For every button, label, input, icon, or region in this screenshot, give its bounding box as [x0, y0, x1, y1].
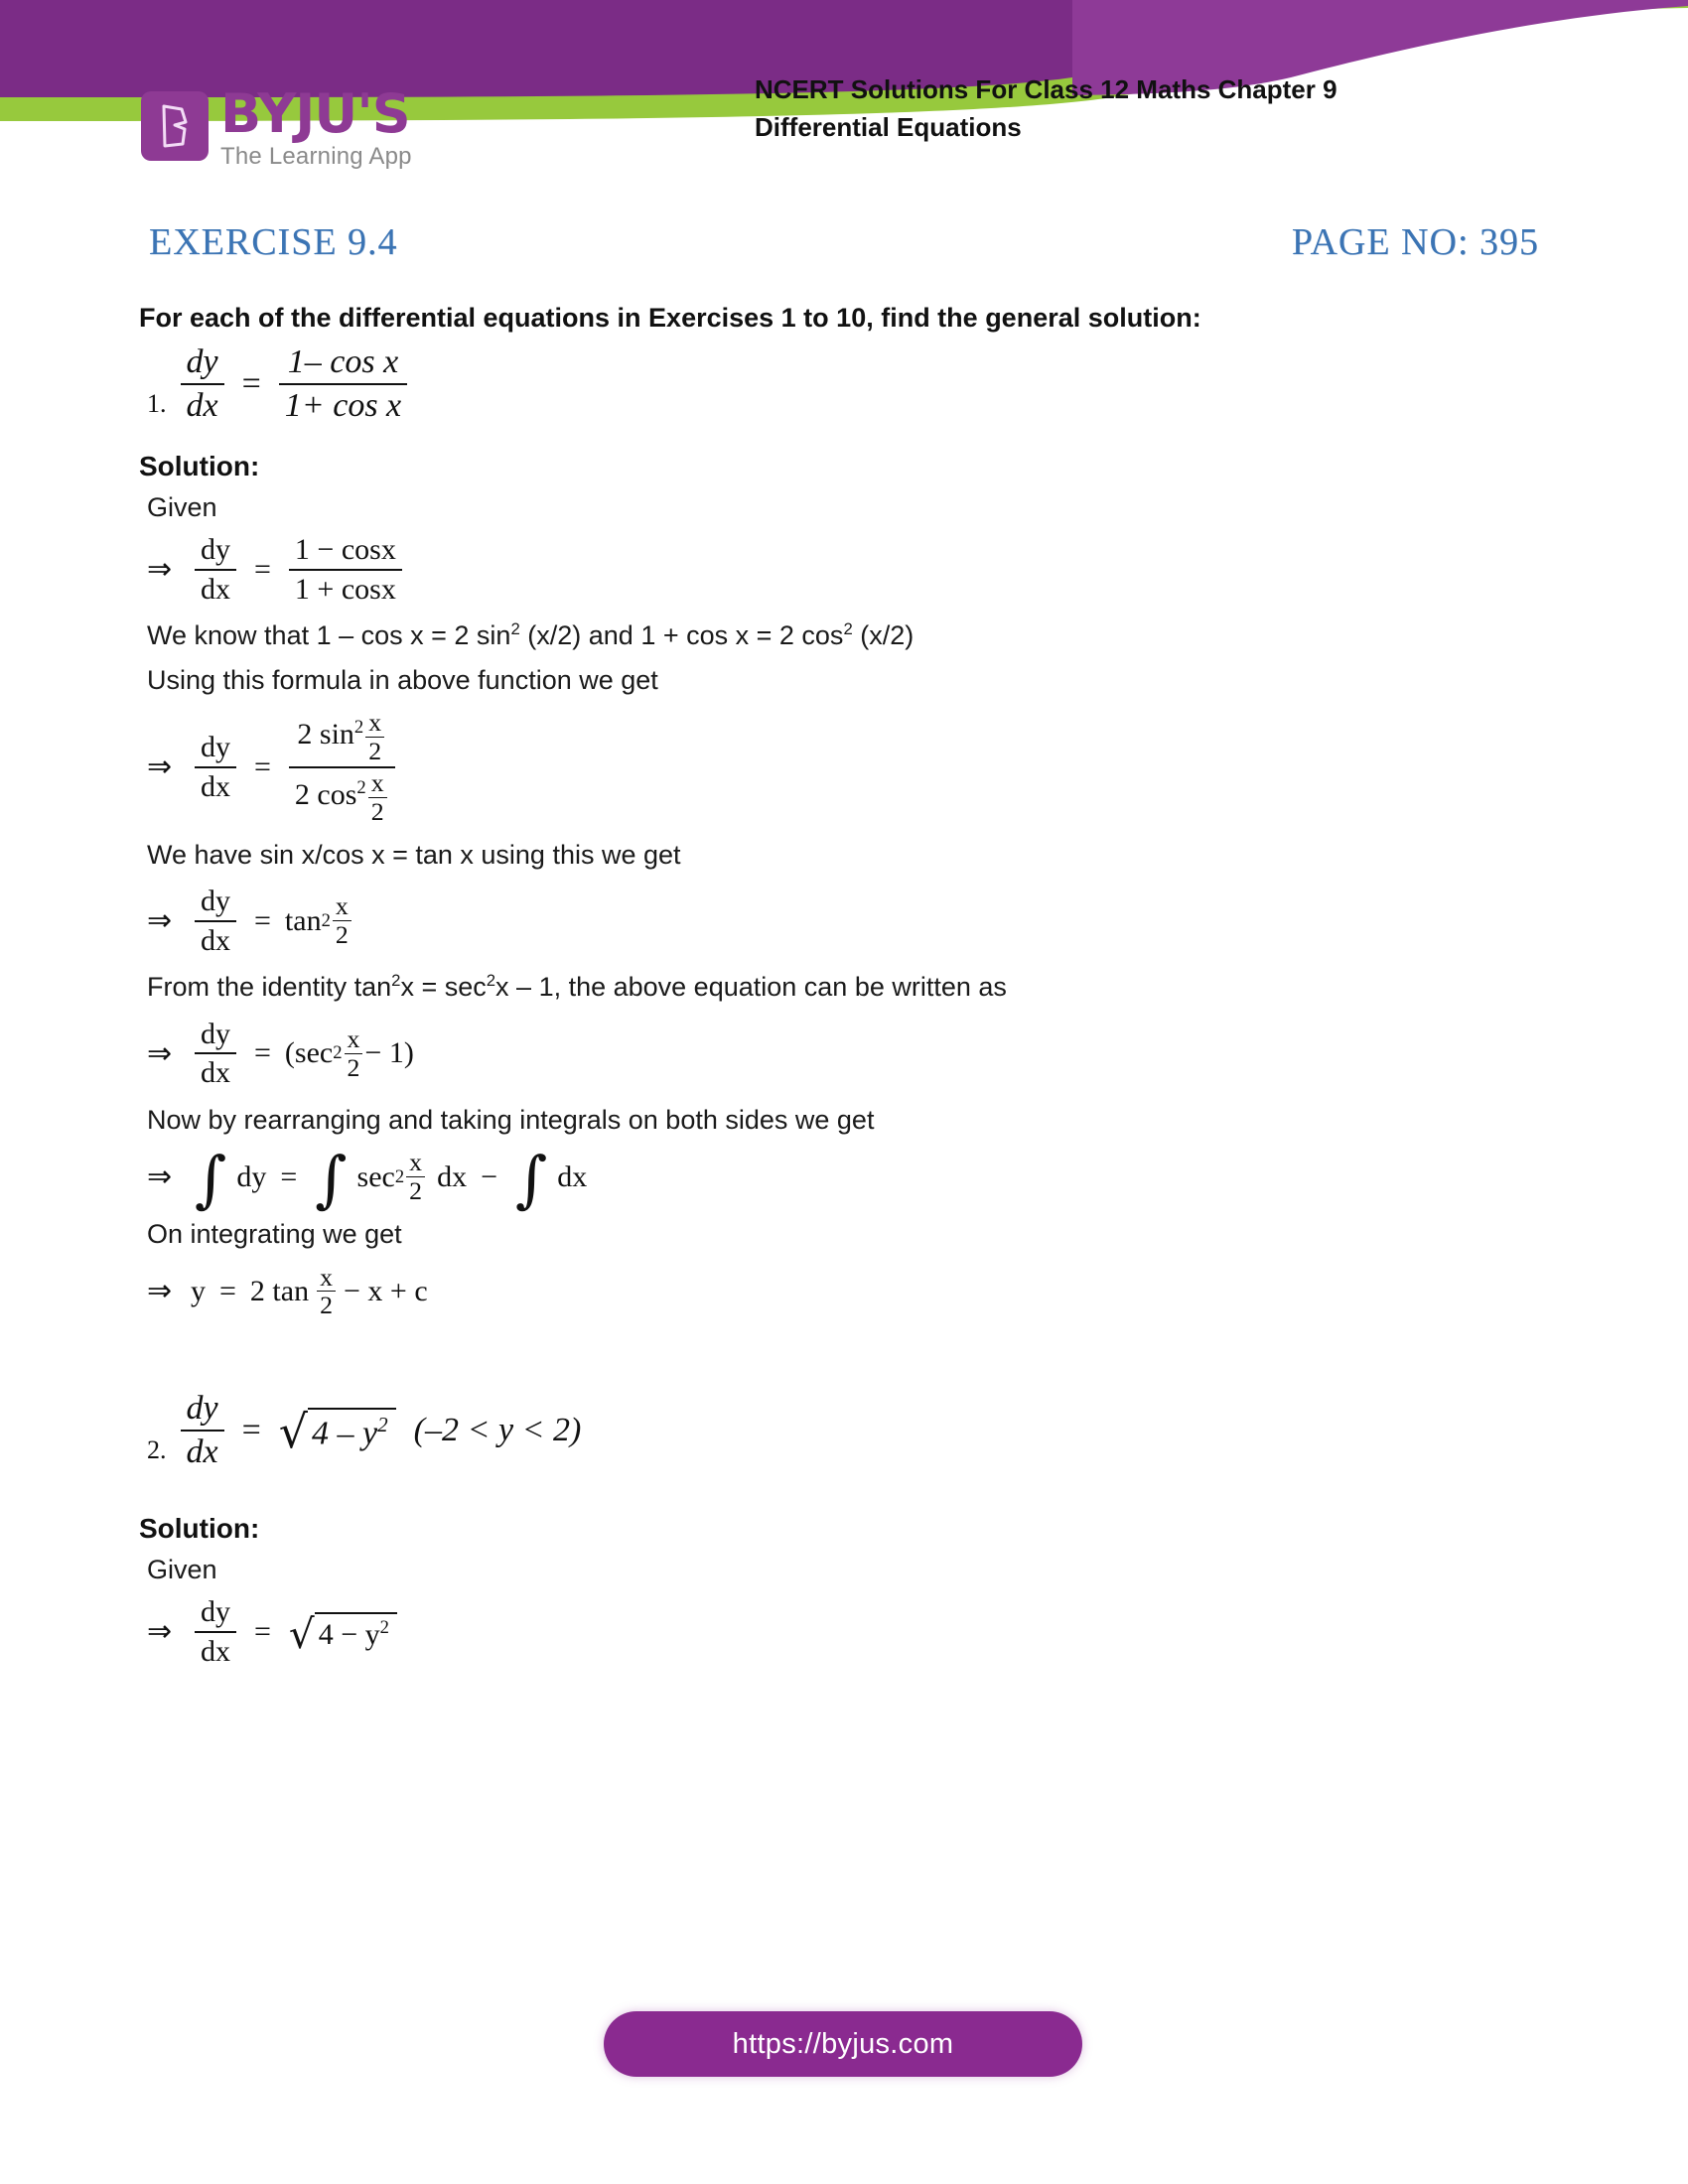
question-1-equation: [147, 343, 1529, 425]
step-2-lhs-denominator: dx: [195, 766, 236, 804]
step-7-lhs-numerator: dy: [201, 1595, 230, 1629]
step-4-arg-den: 2: [345, 1053, 363, 1081]
q1-lhs-denominator: dx: [181, 383, 224, 425]
step-5-arg-den: 2: [406, 1176, 425, 1204]
step-7-lhs-denominator: dx: [195, 1631, 236, 1669]
step-2-sin-arg-den: 2: [365, 737, 384, 764]
step-1-lhs-denominator: dx: [195, 569, 236, 607]
solution-1-given: Given: [147, 492, 217, 523]
step-5-minus: −: [481, 1160, 497, 1193]
step-7-lhs-fraction: [195, 1595, 236, 1668]
step-1-rhs-denominator: 1 + cosx: [289, 569, 402, 607]
step-5-arrow: ⇒: [147, 1160, 173, 1194]
identity-cos-line: [147, 615, 1529, 656]
sec-identity-part-1: From the identity tan: [147, 972, 392, 1003]
step-2-lhs-numerator: dy: [201, 731, 230, 764]
step-5-equals: =: [280, 1160, 298, 1193]
sec-identity-part-3: x – 1, the above equation can be written as: [495, 972, 1007, 1003]
q1-rhs-fraction: [279, 343, 407, 425]
solution-1-label: Solution:: [139, 451, 260, 482]
step-5-arg-fraction: [406, 1150, 425, 1204]
step-5-equation: [147, 1143, 1529, 1216]
step-2-sin-arg-fraction: [365, 710, 384, 764]
solution-2-given: Given: [147, 1555, 217, 1585]
step-6-arrow: ⇒: [147, 1275, 173, 1308]
step-2-rhs-denominator: [289, 766, 395, 825]
byjus-logo-mark: [141, 91, 209, 161]
step-7-radicand-exponent: 2: [379, 1616, 389, 1638]
step-3-tan: tan: [284, 903, 322, 937]
q1-rhs-denominator: 1+ cos x: [279, 383, 407, 425]
step-2-rhs-numerator: [291, 710, 392, 766]
identity-cos-part-1: We know that 1 – cos x = 2 sin: [147, 620, 511, 651]
step-1-equation: [147, 533, 1529, 606]
byjus-logo: [141, 82, 412, 170]
step-1-lhs-numerator: dy: [201, 533, 230, 567]
radical-sign-icon-2: √: [288, 1609, 315, 1658]
step-2-equals: =: [254, 750, 271, 783]
radical-sign-icon-1: √: [278, 1405, 309, 1459]
q1-lhs-numerator: dy: [186, 343, 218, 380]
step-4-lhs-numerator: dy: [201, 1017, 230, 1050]
step-3-lhs-numerator: dy: [201, 885, 230, 918]
footer-url-button[interactable]: [604, 2011, 1082, 2077]
question-2-equation: [147, 1390, 1529, 1471]
identity-cos-part-2: (x/2) and 1 + cos x = 2 cos: [519, 620, 844, 651]
step-4-equation: [147, 1018, 1529, 1090]
step-4-close: − 1): [364, 1036, 414, 1070]
document-title-line-1: NCERT Solutions For Class 12 Maths Chapter 9: [755, 74, 1337, 104]
step-2-sin-exponent: 2: [353, 717, 364, 739]
step-3-lhs-fraction: [195, 885, 236, 957]
step-1-equals: =: [254, 552, 271, 586]
q2-lhs-numerator: dy: [186, 1390, 218, 1428]
step-2-cos-arg-fraction: [368, 767, 387, 826]
sec-identity-line: [147, 967, 1529, 1008]
using-formula-line: Using this formula in above function we get: [147, 664, 658, 695]
step-3-arg-num: x: [335, 891, 349, 921]
q1-equals: =: [241, 365, 261, 403]
q1-lhs-fraction: [181, 343, 224, 425]
step-6-coef: 2 tan: [249, 1274, 310, 1307]
step-5-dx-2: dx: [557, 1160, 588, 1193]
integral-icon-3: ∫: [514, 1143, 548, 1216]
step-6-y: y: [191, 1274, 206, 1307]
q2-domain: (–2 < y < 2): [413, 1412, 582, 1449]
q2-radicand-text: 4 – y: [312, 1415, 378, 1452]
page-number-label: PAGE NO: 395: [1291, 221, 1539, 263]
logo-b-icon: [141, 91, 209, 161]
step-6-tail: − x + c: [343, 1274, 428, 1307]
q1-rhs-numerator: 1– cos x: [287, 343, 399, 380]
step-2-cos-coef: 2 cos: [294, 778, 357, 812]
q2-radicand-exponent: 2: [377, 1413, 388, 1437]
step-4-arg-fraction: [345, 1026, 363, 1081]
step-2-cos-arg-den: 2: [368, 797, 387, 825]
step-7-radicand-text: 4 − y: [318, 1617, 380, 1651]
step-3-tan-exponent: 2: [321, 909, 331, 931]
step-5-sec-exponent: 2: [394, 1165, 405, 1187]
step-4-arg-num: x: [347, 1024, 360, 1054]
step-6-arg-fraction: [317, 1262, 336, 1320]
step-7-radical: [288, 1609, 397, 1658]
question-1-number: 1.: [147, 389, 167, 419]
step-4-arrow: ⇒: [147, 1036, 173, 1070]
exercise-prompt: For each of the differential equations in Exercises 1 to 10, find the general solution:: [139, 303, 1201, 333]
solution-2-label: Solution:: [139, 1513, 260, 1545]
q2-lhs-denominator: dx: [181, 1430, 224, 1471]
step-2-cos-exponent: 2: [356, 777, 366, 799]
step-3-arg-fraction: [333, 893, 352, 948]
step-3-arg-den: 2: [333, 920, 352, 948]
step-3-equals: =: [254, 903, 271, 937]
step-5-dx-1: dx: [437, 1160, 468, 1193]
step-7-equation: [147, 1595, 1529, 1668]
step-5-dy: dy: [236, 1160, 267, 1193]
document-content: [139, 303, 1529, 1678]
step-2-equation: [147, 710, 1529, 824]
step-2-rhs-fraction: [289, 710, 395, 824]
step-7-equals: =: [254, 1614, 271, 1648]
q2-lhs-fraction: [181, 1390, 224, 1471]
document-title-line-2: Differential Equations: [755, 111, 1022, 142]
step-1-arrow: ⇒: [147, 553, 173, 587]
sec-identity-part-2: x = sec: [400, 972, 487, 1003]
byjus-logo-text: [220, 82, 412, 170]
integral-icon-2: ∫: [315, 1143, 348, 1216]
step-2-arrow: ⇒: [147, 751, 173, 784]
step-4-lhs-denominator: dx: [195, 1052, 236, 1090]
step-2-sin-arg-num: x: [368, 708, 382, 738]
sec-identity-sup-2: 2: [486, 971, 496, 991]
step-5-sec: sec: [356, 1160, 395, 1193]
footer-url-text: https://byjus.com: [732, 2027, 954, 2060]
exercise-page-row: [149, 220, 1539, 264]
step-1-rhs-fraction: [289, 533, 402, 606]
logo-tagline: The Learning App: [220, 143, 412, 170]
logo-wordmark: BYJU'S: [220, 82, 410, 145]
sec-identity-sup-1: 2: [391, 971, 401, 991]
step-3-lhs-denominator: dx: [195, 920, 236, 958]
step-5-arg-num: x: [409, 1148, 423, 1177]
step-6-equation: [147, 1262, 1529, 1320]
identity-cos-sup-1: 2: [510, 619, 520, 639]
step-4-open-sec: (sec: [284, 1036, 334, 1070]
step-1-rhs-numerator: 1 − cosx: [294, 533, 396, 567]
step-6-arg-den: 2: [317, 1291, 336, 1318]
step-6-arg-num: x: [320, 1262, 333, 1292]
question-2-number: 2.: [147, 1435, 167, 1465]
step-1-lhs-fraction: [195, 533, 236, 606]
q2-radicand: [308, 1408, 396, 1453]
integral-icon-1: ∫: [195, 1143, 227, 1216]
step-7-arrow: ⇒: [147, 1615, 173, 1649]
q2-equals: =: [241, 1412, 261, 1449]
tan-ratio-line: We have sin x/cos x = tan x using this we get: [147, 839, 681, 870]
identity-cos-sup-2: 2: [843, 619, 853, 639]
step-4-sec-exponent: 2: [333, 1042, 343, 1064]
step-4-equals: =: [254, 1036, 271, 1070]
step-6-equals: =: [219, 1274, 236, 1307]
step-3-equation: [147, 885, 1529, 957]
step-7-radicand: [315, 1612, 397, 1653]
identity-cos-part-3: (x/2): [852, 620, 914, 651]
document-title: [755, 71, 1549, 146]
step-2-sin-coef: 2 sin: [297, 718, 354, 751]
on-integrating-line: On integrating we get: [147, 1219, 402, 1249]
step-2-lhs-fraction: [195, 731, 236, 803]
rearrange-line: Now by rearranging and taking integrals on both sides we get: [147, 1104, 875, 1135]
q2-radical: [278, 1405, 396, 1459]
step-4-lhs-fraction: [195, 1018, 236, 1090]
exercise-label: EXERCISE 9.4: [149, 221, 398, 263]
step-3-arrow: ⇒: [147, 904, 173, 938]
step-2-cos-arg-num: x: [370, 767, 384, 797]
